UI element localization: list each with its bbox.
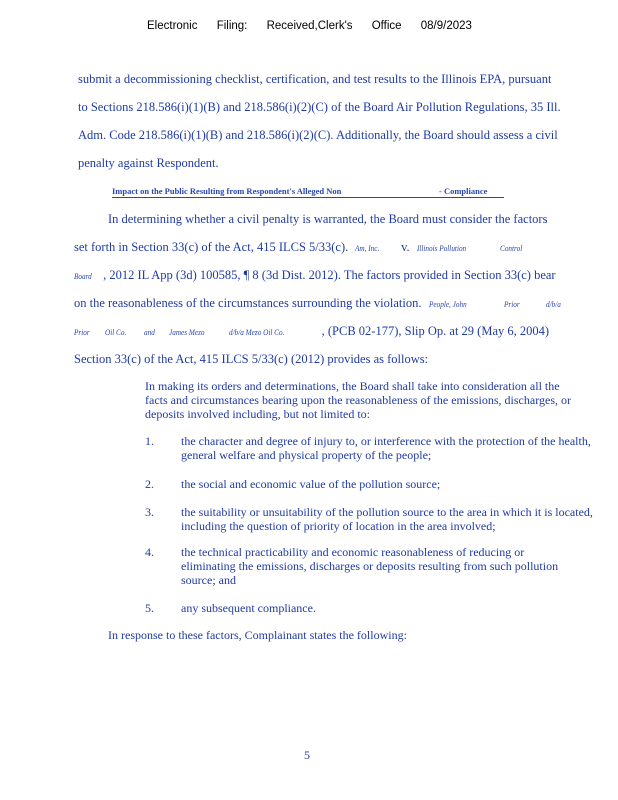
case-control: Control <box>499 243 522 253</box>
quote-item-2-text: the social and economic value of the pollution source; <box>181 477 441 491</box>
para2-line-2 <box>74 240 526 255</box>
case-james: James Mezo <box>169 327 205 337</box>
quote-item-3-text: the suitability or unsuitability of the pollution source to the area in which it is located, including the question of priority of location in the area involved; <box>181 505 593 533</box>
para2-line-4 <box>74 296 563 311</box>
header-electronic: Electronic <box>147 20 198 32</box>
body-line-1: submit a decommissioning checklist, certification, and test results to the Illinois EPA, pursuant <box>78 72 552 86</box>
case-people: People, John <box>428 299 467 309</box>
quote-item-2-num: 2. <box>145 477 154 491</box>
para2-line-4-text: on the reasonableness of the circumstances surrounding the violation. <box>74 296 422 310</box>
quote-item-5-num: 5. <box>145 601 154 615</box>
quote-item-3-num: 3. <box>145 505 154 519</box>
subheading-right: - Compliance <box>439 186 488 196</box>
para2-line-3 <box>74 268 556 283</box>
case-name: Am, Inc. <box>355 243 380 253</box>
filing-header <box>147 20 488 32</box>
header-received: Received,Clerk's <box>266 20 353 32</box>
body-line-2: to Sections 218.586(i)(1)(B) and 218.586(i)(2)(C) of the Board Air Pollution Regulations, 35 Ill. <box>78 100 561 114</box>
quote-item-4-num: 4. <box>145 545 154 559</box>
para2-line-1: In determining whether a civil penalty is warranted, the Board must consider the factors <box>108 212 548 226</box>
case-prior: Prior <box>504 299 520 309</box>
case-ipcb: Illinois Pollution <box>416 243 466 253</box>
page-number: 5 <box>304 748 310 762</box>
block-quote-intro: In making its orders and determinations, the Board shall take into consideration all the facts and circumstances bearing upon the reasonableness of the emissions, discharges, or deposits involved including, but not limited to: <box>145 379 571 421</box>
para2-line-2-text: set forth in Section 33(c) of the Act, 415 ILCS 5/33(c). <box>74 240 349 254</box>
quote-item-1-text: the character and degree of injury to, or interference with the protection of the health, general welfare and physical property of the people; <box>181 434 591 462</box>
case-board: Board <box>74 271 92 281</box>
quote-item-4-text: the technical practicability and economic reasonableness of reducing or eliminating the emissions, discharges or deposits resulting from such pollution source; and <box>181 545 559 587</box>
body-line-3: Adm. Code 218.586(i)(1)(B) and 218.586(i)(2)(C). Additionally, the Board should assess a civil <box>78 128 558 142</box>
case-and: and <box>144 327 156 337</box>
body-line-4: penalty against Respondent. <box>78 156 219 170</box>
header-filing: Filing: <box>216 20 248 32</box>
case-mezo-oil: d/b/a Mezo Oil Co. <box>228 327 284 337</box>
case-citation: , (PCB 02-177), Slip Op. at 29 (May 6, 2004) <box>321 324 550 338</box>
case-v: v. <box>401 240 410 254</box>
case-oil: Oil Co. <box>105 327 127 337</box>
quote-item-5-text: any subsequent compliance. <box>181 601 316 615</box>
case-dba: d/b/a <box>545 299 561 309</box>
closing-line: In response to these factors, Complainant states the following: <box>108 628 407 642</box>
subheading-left: Impact on the Public Resulting from Respondent's Alleged Non <box>112 186 342 196</box>
para2-line-3-text: , 2012 IL App (3d) 100585, ¶ 8 (3d Dist. 2012). The factors provided in Section 33(c) bear <box>103 268 556 282</box>
para2-line-5 <box>74 324 549 339</box>
section-subheading <box>112 186 504 198</box>
quote-item-1-num: 1. <box>145 434 154 448</box>
header-office: Office <box>371 20 402 32</box>
para2-line-6: Section 33(c) of the Act, 415 ILCS 5/33(c) (2012) provides as follows: <box>74 352 429 366</box>
case-prior-2: Prior <box>74 327 90 337</box>
header-date: 08/9/2023 <box>420 20 472 32</box>
